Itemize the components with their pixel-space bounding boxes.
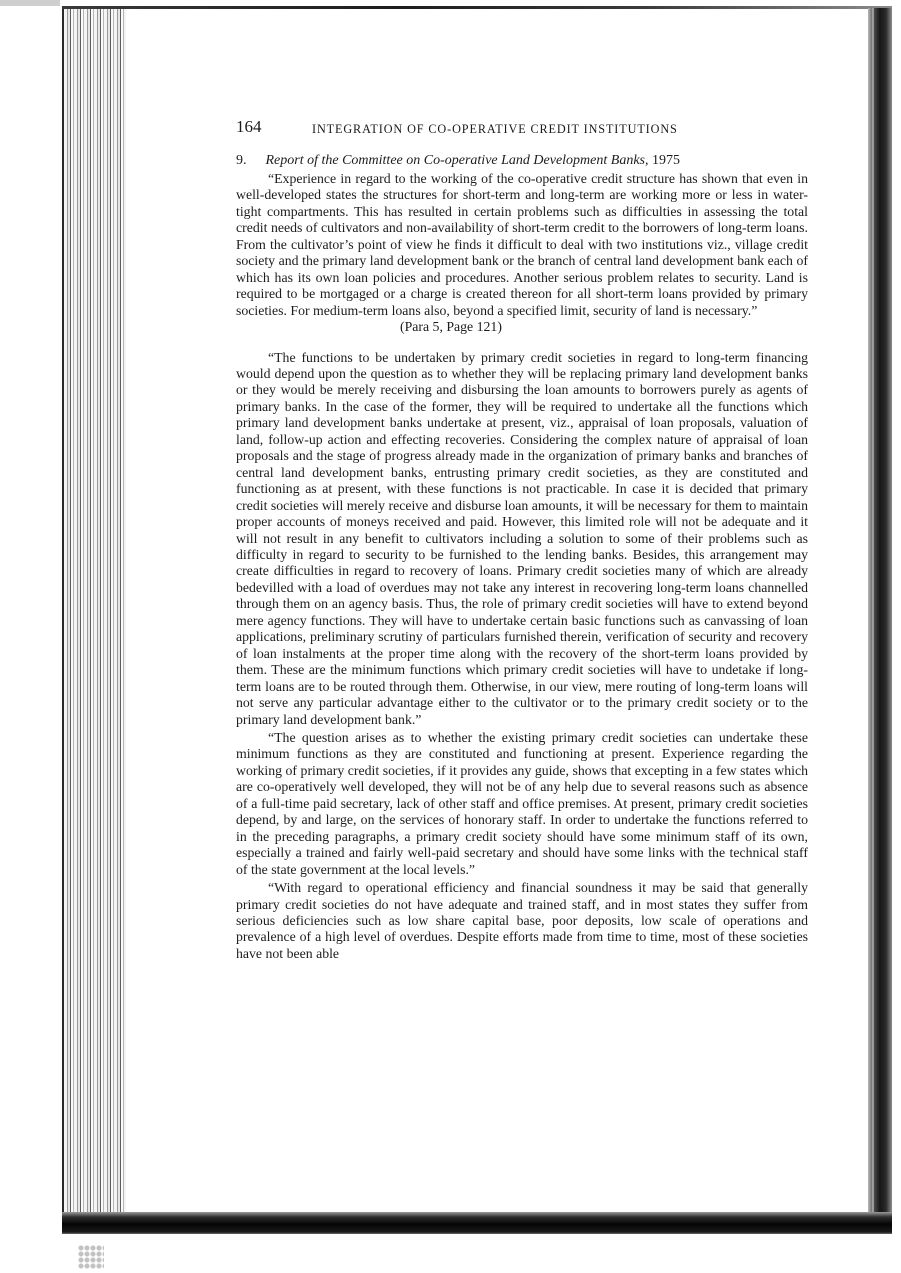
- citation: (Para 5, Page 121): [400, 319, 502, 335]
- scan-corner-mark: [0, 0, 60, 6]
- page-top-edge: [62, 6, 892, 9]
- paragraph-1: “Experience in regard to the working of the co-operative credit structure has shown that even in well-developed states the structures for short-term and long-term are working more or less in water-tight compartments. This has resulted in certain problems such as difficulties in assessing the total credit needs of cultivators and non-availability of short-term credit to the borrowers of long-term loans. From the cultivator’s point of view he finds it difficult to deal with two institutions viz., village credit society and the primary land development bank or the branch of central land development bank each of which has its own loan policies and procedures. Another serious problem relates to security. Land is required to be mortgaged or a charge is created thereon for all short-term loans provided by primary societies. For medium-term loans also, beyond a specified limit, security of land is necessary.”: [236, 171, 808, 318]
- section-year: 1975: [651, 153, 680, 168]
- page-bottom-edge: [62, 1212, 892, 1234]
- section-title: Report of the Committee on Co-operative Land Development Banks: [265, 153, 645, 168]
- running-title: INTEGRATION OF CO-OPERATIVE CREDIT INSTITUTIONS: [312, 122, 678, 136]
- page-right-edge-highlight: [872, 8, 874, 1234]
- paragraph-4: “With regard to operational efficiency and financial soundness it may be said that generally primary credit societies do not have adequate and trained staff, and in most states they suffer from serious deficiencies such as low share capital base, poor deposits, low scale of operations and prevalence of a high level of overdues. Despite efforts made from time to time, most of these societies have not been able: [236, 880, 808, 961]
- paragraph-2: “The functions to be undertaken by primary credit societies in regard to long-term financing would depend upon the question as to whether they will be replacing primary land development banks or they would be merely receiving and disbursing the loan amounts to borrowers purely as agents of primary banks. In the case of the former, they will be required to undertake all the functions which primary land development banks undertake at present, viz., appraisal of loan proposals, valuation of land, follow-up action and effecting recoveries. Considering the complex nature of appraisal of loan proposals and the stage of progress already made in the organization of primary banks and branches of central land development banks, entrusting primary credit societies, as they are constituted and functioning as at present, with these functions is not practicable. In case it is decided that primary credit societies will merely receive and disburse loan amounts, it will be necessary for them to maintain proper accounts of moneys received and paid. However, this limited role will not be adequate and it will not result in any benefit to cultivators including a solution to some of their problems such as difficulty in regard to security to be furnished to the lending banks. Besides, this arrangement may create difficulties in regard to recovery of loans. Primary credit societies many of which are already bedevilled with a load of overdues may not take any interest in recovering long-term loans channelled through them on an agency basis. Thus, the role of primary credit societies will have to extend beyond mere agency functions. They will have to undertake certain basic functions such as canvassing of loan applications, preliminary scrutiny of particulars furnished therein, verification of security and recovery of loan instalments at the proper time along with the recovery of the short-term loans provided by them. These are the minimum functions which primary credit societies will have to undetake if long-term loans are to be routed through them. Otherwise, in our view, mere routing of long-term loans will not serve any particular advantage either to the cultivator or to the primary credit society or to the primary land development bank.”: [236, 349, 809, 727]
- section-heading: [236, 152, 808, 170]
- book-binding-edge: [64, 8, 126, 1230]
- section-title-comma: ,: [644, 153, 652, 168]
- running-head: [236, 116, 808, 142]
- page-number: 164: [236, 117, 262, 136]
- section-number: 9.: [236, 153, 247, 168]
- paragraph-3: “The question arises as to whether the existing primary credit societies can undertake these minimum functions as they are constituted and functioning at present. Experience regarding the working of primary credit societies, if it provides any guide, shows that excepting in a few states which are co-operatively well developed, they will not be of any help due to several reasons such as absence of a full-time paid secretary, lack of other staff and office premises. At present, primary credit societies depend, by and large, on the services of honorary staff. In order to undertake the functions referred to in the preceding paragraphs, a primary credit society should have some minimum staff of its own, especially a trained and fairly well-paid secretary and should have some links with the technical staff of the state government at the local levels.”: [236, 730, 808, 877]
- scan-smudge: [78, 1245, 104, 1269]
- page-content: [236, 116, 808, 962]
